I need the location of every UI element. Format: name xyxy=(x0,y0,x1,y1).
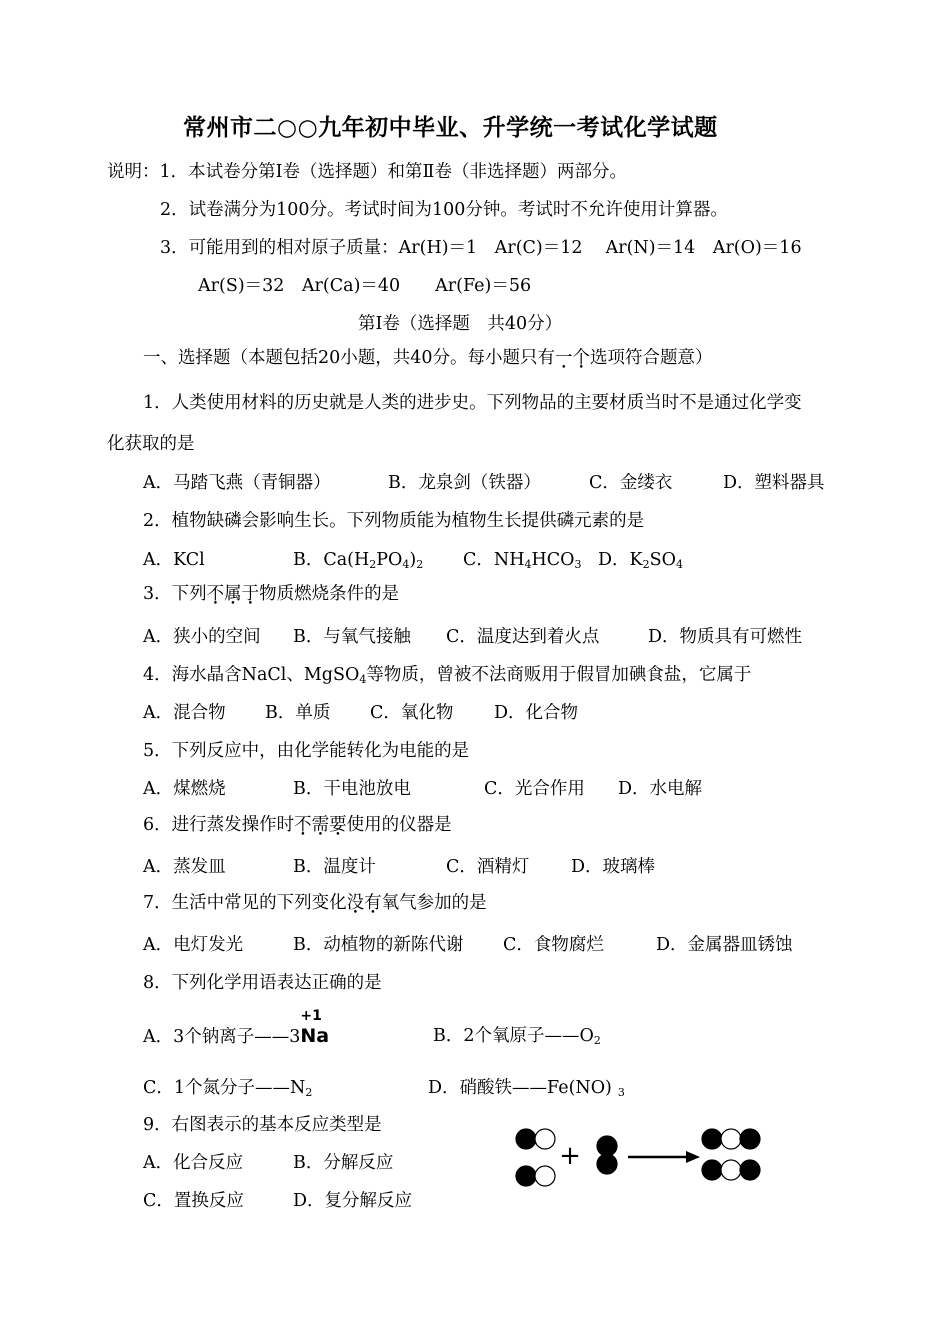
q9-stem: 9．右图表示的基本反应类型是 xyxy=(143,1115,382,1135)
q1-option-a[interactable]: A．马踏飞燕（青铜器） xyxy=(143,473,331,493)
q6-text-a: 6．进行蒸发操作时 xyxy=(143,815,295,835)
q3-text-a: 3．下列 xyxy=(143,584,207,604)
q7-stem xyxy=(143,892,487,914)
subscript: 4 xyxy=(524,558,532,571)
q9-option-b[interactable]: B．分解反应 xyxy=(293,1153,394,1173)
q2-option-d[interactable] xyxy=(598,549,683,571)
q6-option-b[interactable]: B．温度计 xyxy=(293,857,376,877)
instr-text-b: 选项符合题意） xyxy=(590,348,713,368)
q4-text-b: 等物质，曾被不法商贩用于假冒加碘食盐，它属于 xyxy=(366,665,752,685)
section-heading: 第Ⅰ卷（选择题 共40分） xyxy=(358,314,563,334)
emphasis-char: 不 xyxy=(294,815,312,835)
q8-b-text: B．2个氧原子——O xyxy=(433,1026,594,1046)
q5-option-d[interactable]: D．水电解 xyxy=(618,779,703,799)
q2-option-b[interactable] xyxy=(293,549,423,571)
subscript: 3 xyxy=(574,558,582,571)
product-molecule-1 xyxy=(702,1129,760,1149)
q2-b-text2: PO xyxy=(376,550,403,570)
q2-option-c[interactable] xyxy=(463,549,581,571)
subscript: 2 xyxy=(593,1034,601,1047)
reaction-arrow xyxy=(628,1151,700,1163)
sodium-ion-symbol xyxy=(300,1008,330,1047)
q6-stem xyxy=(143,814,452,836)
q4-option-c[interactable]: C．氧化物 xyxy=(370,703,454,723)
emphasis-char: 于 xyxy=(241,584,260,604)
q8-option-d[interactable] xyxy=(428,1077,625,1099)
q1-stem-line2: 化获取的是 xyxy=(107,434,195,454)
q1-option-b[interactable]: B．龙泉剑（铁器） xyxy=(388,473,541,493)
q2-d-text: D．K xyxy=(598,550,643,570)
q2-d-text2: SO xyxy=(649,550,676,570)
q5-option-a[interactable]: A．煤燃烧 xyxy=(143,779,226,799)
reaction-diagram xyxy=(510,1120,770,1192)
note-3-continued: Ar(S)＝32 Ar(Ca)＝40 Ar(Fe)＝56 xyxy=(198,276,532,296)
emphasis-char: 个 xyxy=(572,348,591,368)
page-title: 常州市二○○九年初中毕业、升学统一考试化学试题 xyxy=(183,115,718,141)
q8-d-text: D．硝酸铁——Fe(NO) xyxy=(428,1078,612,1098)
q7-text-b: 氧气参加的是 xyxy=(381,893,487,913)
subscript: 3 xyxy=(617,1086,625,1099)
na-symbol: Na xyxy=(300,1025,330,1047)
q8-option-b[interactable] xyxy=(433,1025,601,1047)
q6-text-b: 使用的仪器是 xyxy=(346,815,452,835)
notes-label: 说明： xyxy=(107,162,160,182)
q4-text-a: 4．海水晶含NaCl、MgSO xyxy=(143,665,360,685)
q3-option-b[interactable]: B．与氧气接触 xyxy=(293,627,411,647)
section-instructions xyxy=(143,347,713,369)
q7-option-a[interactable]: A．电灯发光 xyxy=(143,935,244,955)
q1-option-d[interactable]: D．塑料器具 xyxy=(723,473,825,493)
q8-c-text: C．1个氮分子——N xyxy=(143,1078,306,1098)
q2-c-text: C．NH xyxy=(463,550,525,570)
q5-option-c[interactable]: C．光合作用 xyxy=(484,779,585,799)
q3-option-d[interactable]: D．物质具有可燃性 xyxy=(648,627,803,647)
plus-sign: + xyxy=(559,1141,581,1171)
emphasis-char: 有 xyxy=(364,893,382,913)
q2-c-text2: HCO xyxy=(531,550,575,570)
q9-option-a[interactable]: A．化合反应 xyxy=(143,1153,244,1173)
q2-stem: 2．植物缺磷会影响生长。下列物质能为植物生长提供磷元素的是 xyxy=(143,511,645,531)
q6-option-c[interactable]: C．酒精灯 xyxy=(446,857,530,877)
subscript: 2 xyxy=(369,558,377,571)
subscript: 4 xyxy=(675,558,683,571)
q3-option-a[interactable]: A．狭小的空间 xyxy=(143,627,261,647)
subscript: 2 xyxy=(642,558,650,571)
q4-option-b[interactable]: B．单质 xyxy=(265,703,331,723)
subscript: 2 xyxy=(416,558,424,571)
q5-stem: 5．下列反应中，由化学能转化为电能的是 xyxy=(143,741,470,761)
q7-option-b[interactable]: B．动植物的新陈代谢 xyxy=(293,935,464,955)
q3-text-b: 物质燃烧条件的是 xyxy=(259,584,400,604)
reactant-molecule-3 xyxy=(597,1136,617,1174)
q7-option-c[interactable]: C．食物腐烂 xyxy=(503,935,604,955)
product-molecule-2 xyxy=(702,1160,760,1180)
q8-stem: 8．下列化学用语表达正确的是 xyxy=(143,973,382,993)
emphasis-char: 没 xyxy=(346,893,365,913)
emphasis-char: 需 xyxy=(311,815,330,835)
q7-option-d[interactable]: D．金属器皿锈蚀 xyxy=(656,935,793,955)
q3-option-c[interactable]: C．温度达到着火点 xyxy=(446,627,600,647)
reactant-molecule-1 xyxy=(516,1129,555,1149)
q6-option-a[interactable]: A．蒸发皿 xyxy=(143,857,226,877)
note-1: 1．本试卷分第Ⅰ卷（选择题）和第Ⅱ卷（非选择题）两部分。 xyxy=(159,162,627,182)
note-2: 2．试卷满分为100分。考试时间为100分钟。考试时不允许使用计算器。 xyxy=(160,200,728,220)
subscript: 4 xyxy=(359,673,367,686)
q7-text-a: 7．生活中常见的下列变化 xyxy=(143,893,347,913)
q3-stem xyxy=(143,583,399,605)
subscript: 2 xyxy=(305,1086,313,1099)
q8-a-text: A．3个钠离子——3 xyxy=(143,1027,301,1047)
subscript: 4 xyxy=(402,558,410,571)
note-3: 3．可能用到的相对原子质量：Ar(H)＝1 Ar(C)＝12 Ar(N)＝14 Ar(O)＝16 xyxy=(160,238,802,258)
q6-option-d[interactable]: D．玻璃棒 xyxy=(571,857,656,877)
q9-option-c[interactable]: C．置换反应 xyxy=(143,1191,244,1211)
q2-b-text: B．Ca(H xyxy=(293,550,370,570)
q1-option-c[interactable]: C．金缕衣 xyxy=(589,473,673,493)
q5-option-b[interactable]: B．干电池放电 xyxy=(293,779,411,799)
q2-option-a[interactable]: A．KCl xyxy=(143,550,205,570)
emphasis-char: 不 xyxy=(206,584,225,604)
emphasis-char: 要 xyxy=(329,815,347,835)
q8-option-a[interactable] xyxy=(143,1008,330,1048)
reactant-molecule-2 xyxy=(516,1166,555,1186)
q4-option-d[interactable]: D．化合物 xyxy=(494,703,579,723)
q1-stem-line1: 1．人类使用材料的历史就是人类的进步史。下列物品的主要材质当时不是通过化学变 xyxy=(143,393,802,413)
instr-text-a: 一、选择题（本题包括20小题，共40分。每小题只有 xyxy=(143,348,556,368)
q8-option-c[interactable] xyxy=(143,1077,312,1099)
emphasis-char: 一 xyxy=(555,348,573,368)
q4-stem xyxy=(143,664,751,686)
charge-label: +1 xyxy=(300,1008,322,1024)
notes-line-1 xyxy=(107,161,627,183)
q2-b-text3: ) xyxy=(409,550,417,570)
emphasis-char: 属 xyxy=(224,584,242,604)
q9-option-d[interactable]: D．复分解反应 xyxy=(293,1191,413,1211)
q4-option-a[interactable]: A．混合物 xyxy=(143,703,226,723)
